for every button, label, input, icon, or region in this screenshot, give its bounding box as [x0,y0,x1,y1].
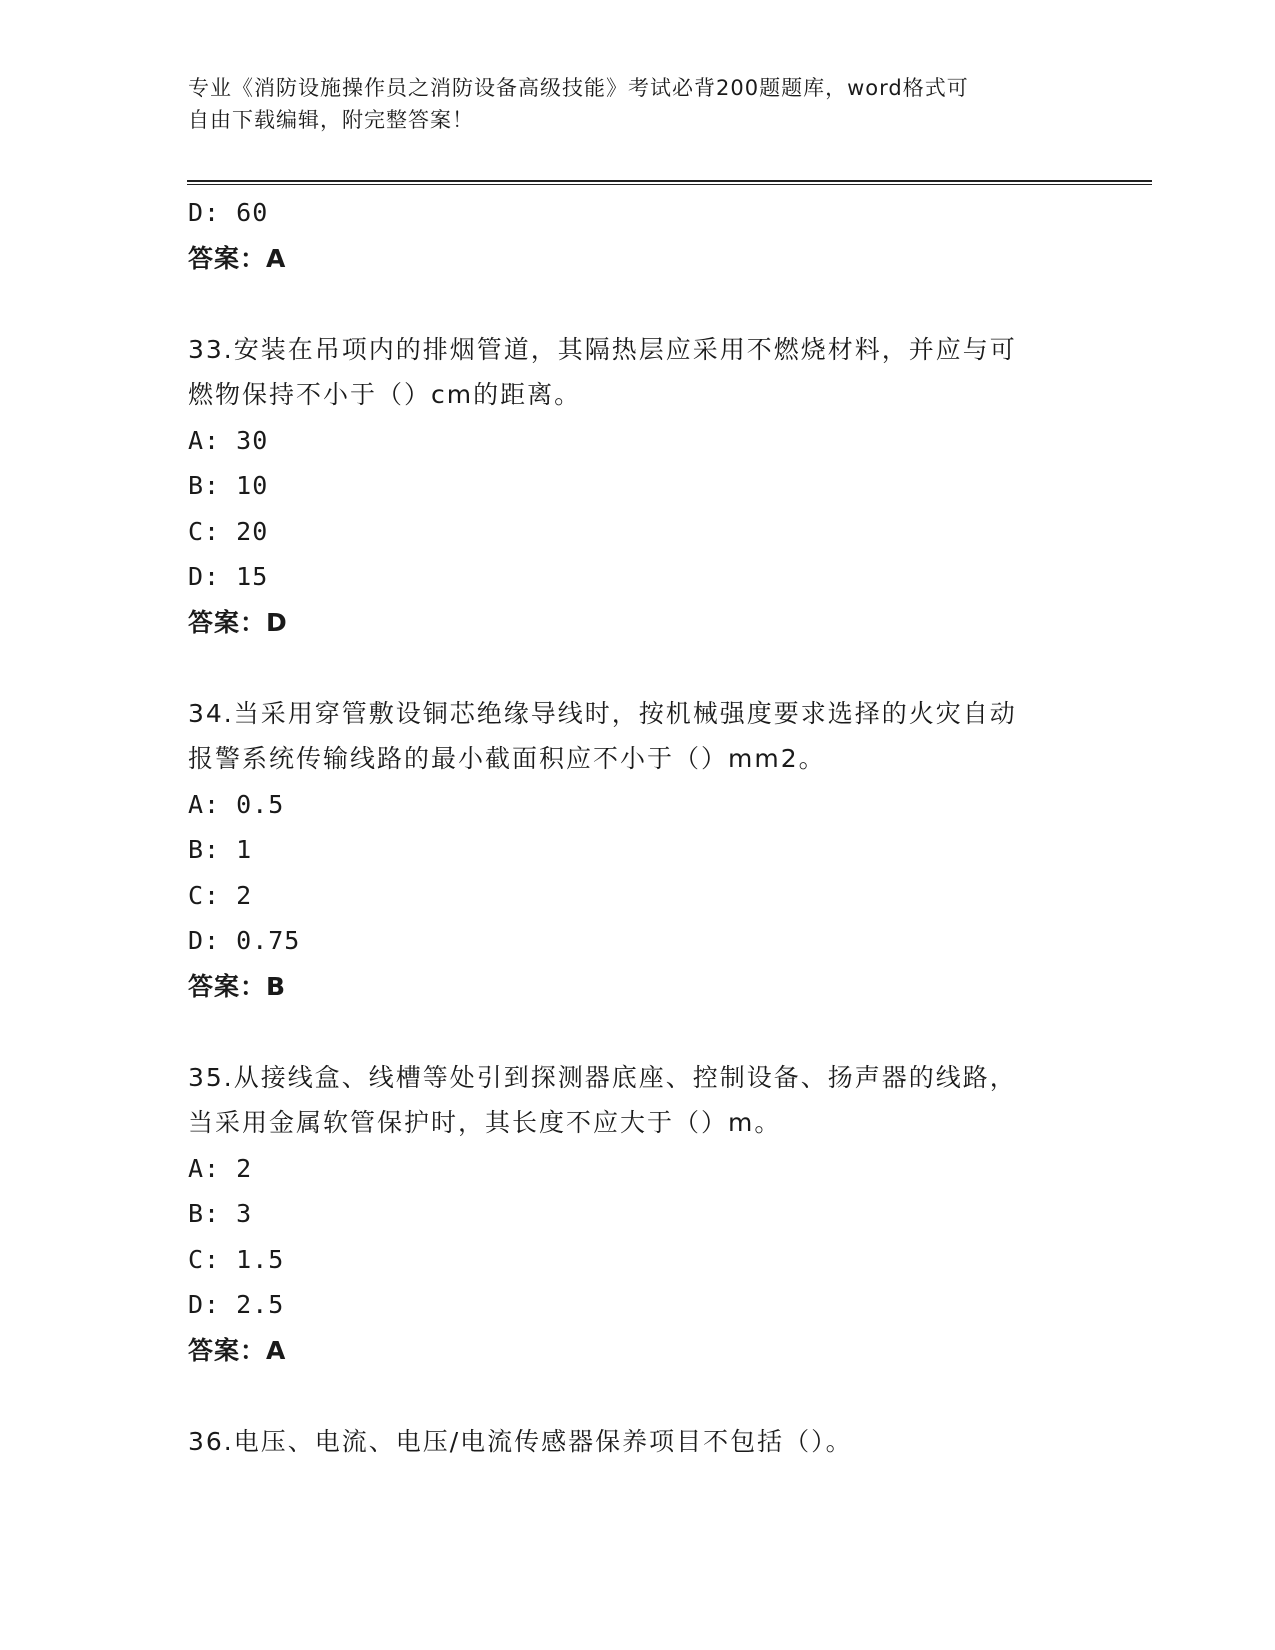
option-d: D: 2.5 [188,1290,285,1319]
option-a: A: 2 [188,1153,253,1183]
answer-line: 答案：D [188,607,288,637]
question-stem-line-1: 33.安装在吊项内的排烟管道，其隔热层应采用不燃烧材料，并应与可 [188,334,1017,364]
answer-line: 答案：A [188,1335,287,1365]
question-stem-line-2: 报警系统传输线路的最小截面积应不小于（）mm2。 [188,744,826,773]
question-stem-line-1: 36.电压、电流、电压/电流传感器保养项目不包括（）。 [188,1426,853,1456]
question-stem-line-1: 34.当采用穿管敷设铜芯绝缘导线时，按机械强度要求选择的火灾自动 [188,698,1017,728]
question-list [188,190,1088,1464]
answer-line: 答案：A [188,243,287,273]
option-d: D: 0.75 [188,926,301,955]
question-stem-line-1: 35.从接线盒、线槽等处引到探测器底座、控制设备、扬声器的线路， [188,1062,1017,1092]
option-b: B: 10 [188,471,269,500]
question-block-33 [188,327,1088,646]
question-stem-line-2: 燃物保持不小于（）cm的距离。 [188,380,582,409]
spacer [188,645,1088,691]
header-divider-thick [187,180,1152,182]
spacer [188,281,1088,327]
header-title-line-2: 自由下载编辑，附完整答案！ [188,108,474,132]
spacer [188,1009,1088,1055]
option-b: B: 1 [188,835,253,864]
option-d: D: 60 [188,198,269,227]
answer-line: 答案：B [188,971,287,1001]
question-block-34 [188,691,1088,1010]
spacer [188,1373,1088,1419]
option-b: B: 3 [188,1199,253,1228]
header-divider-thin [187,184,1152,185]
option-c: C: 20 [188,516,269,546]
question-block-36 [188,1419,1088,1465]
option-a: A: 30 [188,425,269,455]
option-c: C: 1.5 [188,1244,285,1274]
question-stem-line-2: 当采用金属软管保护时，其长度不应大于（）m。 [188,1108,782,1137]
header-title-line-1: 专业《消防设施操作员之消防设备高级技能》考试必背200题题库，word格式可 [188,76,969,100]
option-c: C: 2 [188,880,253,910]
option-d: D: 15 [188,562,269,591]
question-block-35 [188,1055,1088,1374]
document-header [188,72,1068,136]
option-a: A: 0.5 [188,789,285,819]
